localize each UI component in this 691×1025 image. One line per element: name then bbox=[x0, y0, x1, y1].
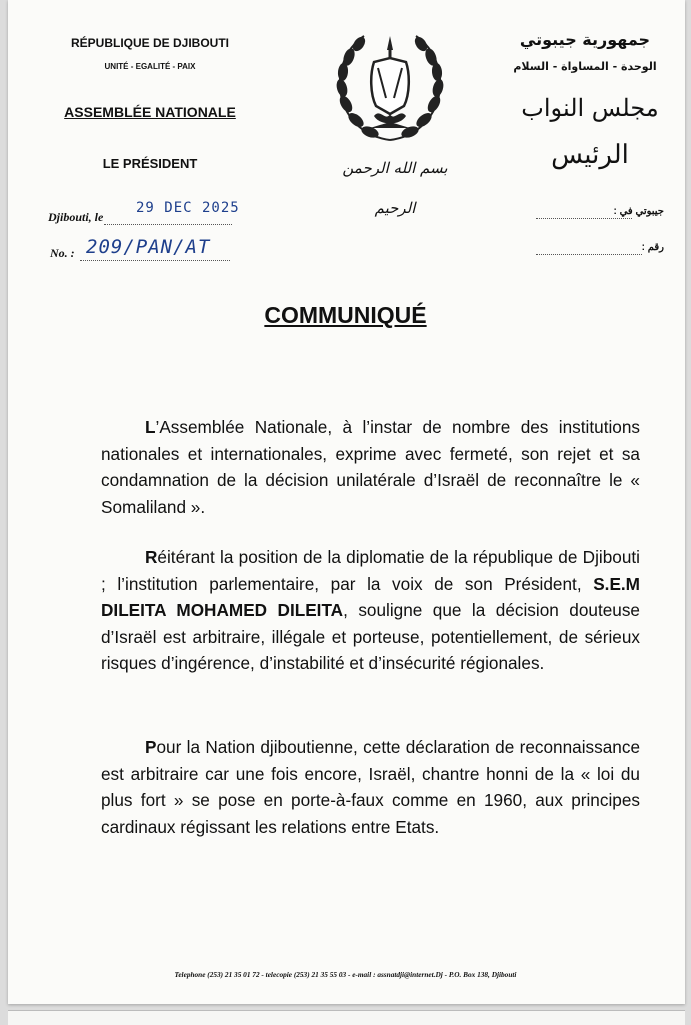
reference-label: No. : bbox=[50, 246, 75, 260]
basmala-calligraphy: بسم الله الرحمن الرحيم bbox=[342, 159, 448, 217]
date-dotted-line-arabic bbox=[536, 218, 632, 219]
national-motto-arabic: الوحدة - المساواة - السلام bbox=[513, 60, 657, 73]
date-dotted-line bbox=[104, 224, 232, 225]
national-motto: UNITÉ - EGALITÉ - PAIX bbox=[104, 62, 196, 71]
contact-footer: Telephone (253) 21 35 01 72 - telecopie (253) 21 35 55 03 - e-mail : assnatdji@internet.Dj - P.O. Box 138, Djibouti bbox=[174, 970, 517, 979]
assembly-heading-arabic: مجلس النواب bbox=[521, 94, 659, 122]
national-emblem-icon bbox=[330, 28, 450, 148]
president-name: S.E.M DILEITA MOHAMED DILEITA bbox=[101, 573, 640, 620]
paragraph-3: Pour la Nation djiboutienne, cette déclaration de reconnaissance est arbitraire car une fois encore, Israël, chantre honni de la « loi du plus fort » se pose en porte-à-faux comme en 1960, aux principes cardinaux régissant les relations entre Etats. bbox=[101, 737, 640, 837]
reference-number: 209/PAN/AT bbox=[86, 236, 211, 258]
president-heading: LE PRÉSIDENT bbox=[102, 156, 198, 171]
assembly-heading: ASSEMBLÉE NATIONALE bbox=[64, 104, 236, 120]
republic-heading: RÉPUBLIQUE DE DJIBOUTI bbox=[70, 36, 229, 50]
communique-title: COMMUNIQUÉ bbox=[264, 302, 427, 328]
president-heading-arabic: الرئيس bbox=[551, 140, 629, 170]
reference-dotted-line-arabic bbox=[536, 254, 642, 255]
date-label: Djibouti, le bbox=[48, 210, 104, 224]
date-stamp: 29 DEC 2025 bbox=[136, 200, 240, 216]
date-label-arabic: جيبوتي في : bbox=[613, 206, 664, 217]
reference-label-arabic: رقم : bbox=[641, 242, 664, 253]
next-page-edge bbox=[8, 1010, 685, 1025]
paragraph-1: L’Assemblée Nationale, à l’instar de nombre des institutions nationales et internationales, exprime avec fermeté, son rejet et sa condamnation de la décision unilatérale d’Israël de reconnaître le « Somaliland ». bbox=[101, 417, 640, 517]
reference-dotted-line bbox=[80, 260, 230, 261]
republic-heading-arabic: جمهورية جيبوتي bbox=[519, 30, 651, 49]
paragraph-2: Réitérant la position de la diplomatie de la république de Djibouti ; l’institution parlementaire, par la voix de son Président, S.E.M DILEITA MOHAMED DILEITA, souligne que la décision douteuse d’Israël est arbitraire, illégale et porteuse, potentiellement, de sérieux risques d’ingérence, d’instabilité et d’insécurité régionales. bbox=[101, 547, 640, 673]
